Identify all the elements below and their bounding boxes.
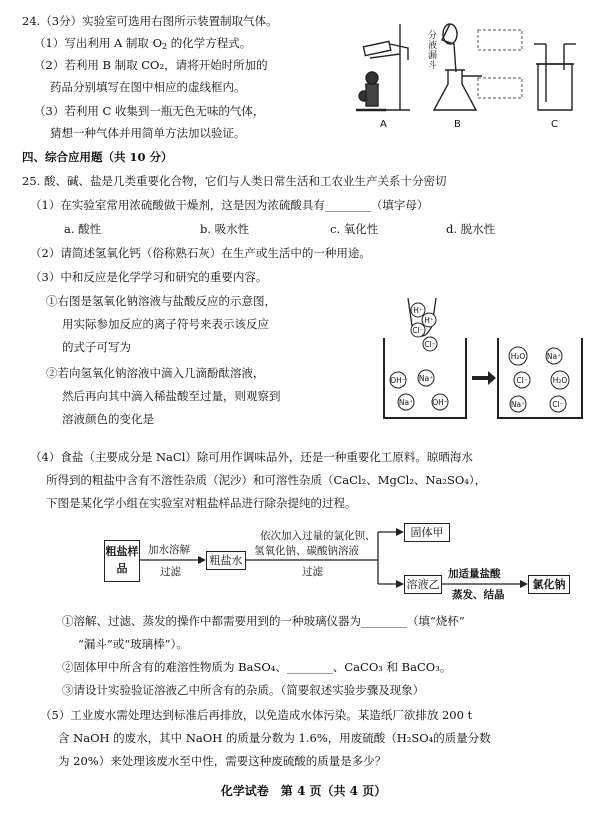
ion-right-5: Cl⁻: [552, 400, 564, 409]
apparatus-c-label: C: [551, 119, 558, 130]
ion-left-6: Na⁺: [398, 398, 414, 407]
q25-s1: ①溶解、过滤、蒸发的操作中都需要用到的一种玻璃仪器为________（填“烧杯”: [62, 614, 465, 628]
q25-p3-1c: 的式子可写为: [62, 340, 131, 354]
q25-option-d: d. 脱水性: [446, 222, 496, 236]
svg-text:分: 分: [428, 31, 438, 41]
q25-s3: ③请设计实验验证溶液乙中所含有的杂质。（简要叙述实验步骤及现象）: [62, 683, 425, 697]
q25-p3-2: ②若向氢氧化钠溶液中滴入几滴酚酞溶液，: [46, 366, 265, 380]
q24-line-5: （3）若利用 C 收集到一瓶无色无味的气体，: [34, 104, 265, 118]
q24-line-6: 猜想一种气体并用简单方法加以验证。: [50, 126, 246, 140]
q25-s1b: “漏斗”或“玻璃棒”）。: [78, 637, 188, 651]
ion-left-2: Cl⁻: [412, 326, 424, 335]
ion-right-4: Na⁺: [510, 400, 526, 409]
q25-p3-1: ①右图是氢氧化钠溶液与盐酸反应的示意图，: [46, 294, 276, 308]
q25-p1: （1）在实验室常用浓硫酸做干燥剂，这是因为浓硫酸具有________（填字母）: [30, 198, 429, 212]
flow-step2-top-2: 氢氧化钠、碳酸钠溶液: [254, 545, 359, 557]
flow-brine-box: 粗盐水: [206, 551, 246, 570]
q25-p4b: 所得到的粗盐中含有不溶性杂质（泥沙）和可溶性杂质（CaCl₂、MgCl₂、Na₂SO₄），: [46, 473, 487, 487]
q25-option-c: c. 氧化性: [330, 222, 379, 236]
svg-text:斗: 斗: [428, 61, 438, 71]
q25-p4c: 下图是某化学小组在实验室对粗盐样品进行除杂提纯的过程。: [46, 496, 357, 510]
q25-p4: （4）食盐（主要成分是 NaCl）除可用作调味品外，还是一种重要化工原料。晾晒海水: [30, 450, 473, 464]
q25-p2: （2）请简述氢氧化钙（俗称熟石灰）在生产或生活中的一种用途。: [30, 246, 371, 260]
apparatus-a-label: A: [380, 119, 387, 130]
flow-solid-box: 固体甲: [404, 523, 450, 542]
ion-right-2: Cl⁻: [516, 376, 528, 385]
ion-left-4: OH⁻: [390, 376, 406, 385]
q25-p3-1b: 用实际参加反应的离子符号来表示该反应: [62, 317, 269, 331]
ion-left-5: Na⁺: [418, 374, 434, 383]
flow-step2-top-1: 依次加入过量的氯化钡、: [260, 530, 376, 542]
flow-step3-bottom: 蒸发、结晶: [452, 589, 505, 601]
q24-line-2: （1）写出利用 A 制取 $O_2$ 的化学方程式。: [34, 36, 252, 51]
apparatus-b-label: B: [454, 119, 461, 130]
q25-s2: ②固体甲中所含有的难溶性物质为 BaSO₄、________、CaCO₃ 和 BaCO₃。: [62, 660, 452, 674]
q24-line-1: 24.（3分）实验室可选用右图所示装置制取气体。: [22, 14, 278, 28]
svg-text:漏: 漏: [428, 51, 438, 61]
q25-option-a: a. 酸性: [64, 222, 102, 236]
ion-left-1: H⁺: [424, 316, 434, 325]
flow-sample-box: 粗盐样品: [104, 540, 140, 582]
flow-solution-box: 溶液乙: [404, 575, 442, 594]
q25-p3-2b: 然后再向其中滴入稀盐酸至过量，则观察到: [62, 389, 281, 403]
q24-line-4: 药品分别填写在图中相应的虚线框内。: [50, 80, 246, 94]
flow-product-box: 氯化钠: [528, 575, 570, 594]
flow-step2-bottom: 过滤: [302, 566, 323, 578]
q25-intro: 25. 酸、碱、盐是几类重要化合物，它们与人类日常生活和工农业生产关系十分密切: [22, 174, 447, 188]
q25-p3: （3）中和反应是化学学习和研究的重要内容。: [30, 270, 268, 284]
page-footer: 化学试卷 第 4 页（共 4 页）: [220, 784, 387, 798]
flow-step3-top: 加适量盐酸: [448, 568, 501, 580]
svg-text:液: 液: [428, 41, 438, 51]
ion-left-3: Cl⁻: [424, 340, 436, 349]
flow-step1-top: 加水溶解: [148, 544, 190, 556]
ion-left-0: H⁺: [413, 306, 423, 315]
q25-p5b: 含 NaOH 的废水，其中 NaOH 的质量分数为 1.6%，用废硫酸（H₂SO₄的质量分数: [58, 731, 491, 745]
q25-p5c: 为 20%）来处理该废水至中性，需要这种废硫酸的质量是多少？: [58, 754, 387, 768]
q25-option-b: b. 吸水性: [200, 222, 250, 236]
section-4-heading: 四、综合应用题（共 10 分）: [22, 150, 173, 164]
q25-p5: （5）工业废水需处理达到标准后再排放，以免造成水体污染。某造纸厂欲排放 200 t: [40, 708, 473, 722]
q24-l2a: （1）写出利用 A 制取 O: [34, 36, 163, 50]
ion-left-7: OH⁻: [432, 398, 448, 407]
ion-right-3: H₂O: [552, 376, 568, 385]
q24-line-3: （2）若利用 B 制取 CO₂，请将开始时所加的: [34, 58, 268, 72]
flow-step1-bottom: 过滤: [160, 566, 181, 578]
ion-right-0: H₂O: [510, 352, 526, 361]
q25-p3-2c: 溶液颜色的变化是: [62, 412, 154, 426]
ion-right-1: Na⁺: [546, 352, 562, 361]
q24-l2b: 的化学方程式。: [167, 36, 252, 50]
